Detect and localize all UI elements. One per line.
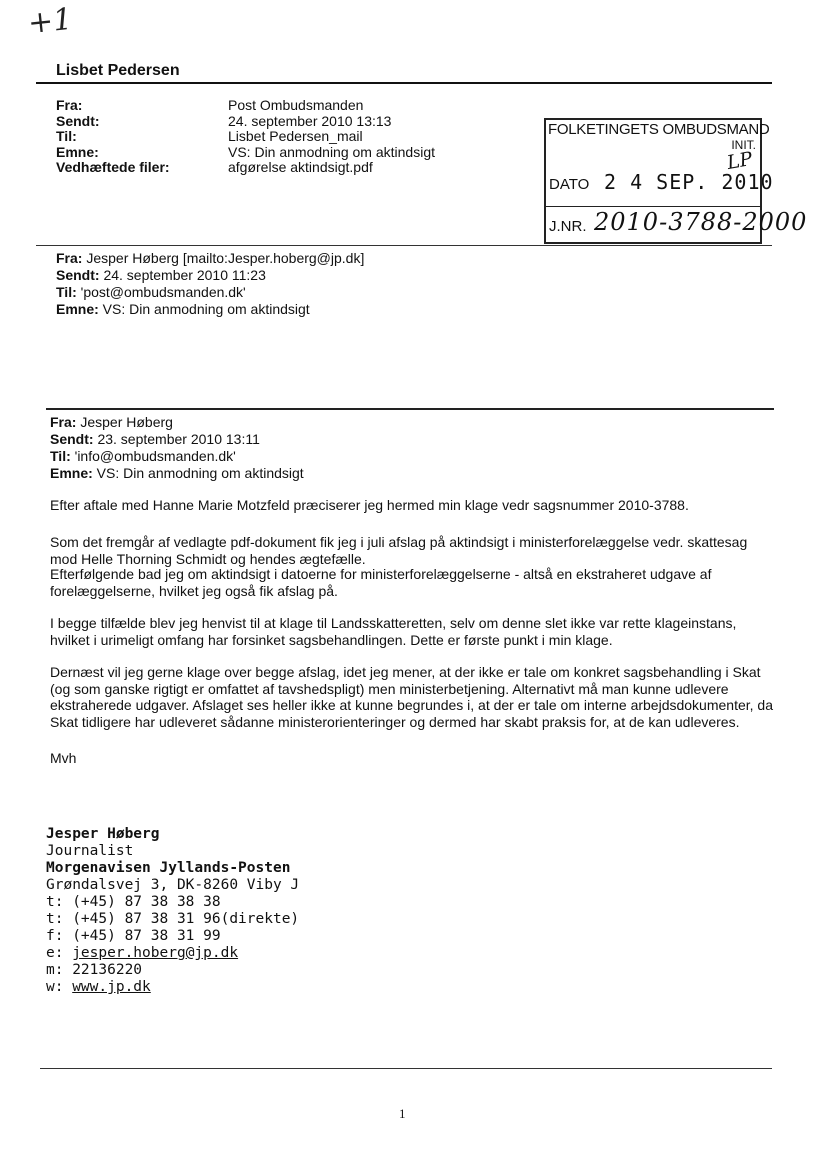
separator-line — [36, 245, 772, 246]
forward-from-line: Fra: Jesper Høberg — [50, 414, 173, 430]
owner-underline — [36, 82, 772, 84]
forward-subject-line: Emne: VS: Din anmodning om aktindsigt — [56, 301, 310, 317]
page-number: 1 — [399, 1106, 406, 1121]
signature-phone-direct: t: (+45) 87 38 31 96(direkte) — [46, 911, 300, 927]
forward-header-2 — [50, 414, 304, 482]
stamp-divider — [546, 206, 760, 207]
handwritten-page-mark: +1 — [26, 1, 74, 42]
signature-address: Grøndalsvej 3, DK-8260 Viby J — [46, 877, 300, 893]
stamp-init-label: INIT. — [731, 138, 756, 152]
stamp-initials: LP — [724, 147, 754, 175]
outer-header-values — [228, 98, 435, 176]
body-paragraph: I begge tilfælde blev jeg henvist til at klage til Landsskatteretten, selv om denne slet ikke var rette klageinstans, hvilket i urimeligt omfang har forsinket sagsbehandlingen. Dette er første punkt i min klage. — [50, 615, 737, 648]
forward-sent-line: Sendt: 24. september 2010 11:23 — [56, 267, 266, 283]
body-paragraph: Efterfølgende bad jeg om aktindsigt i datoerne for ministerforelæggelserne - altså en ekstraheret udgave af forelæggelserne, hvilket jeg også fik afslag på. — [50, 566, 712, 599]
header-label-subject: Emne: — [56, 143, 99, 160]
closing-greeting: Mvh — [50, 750, 77, 766]
signature-web-line: w: www.jp.dk — [46, 979, 151, 995]
stamp-journal-label: J.NR. — [549, 218, 587, 235]
header-value-to: Lisbet Pedersen_mail — [228, 128, 363, 144]
header-value-subject: VS: Din anmodning om aktindsigt — [228, 143, 435, 160]
receipt-stamp — [544, 118, 808, 244]
body-paragraph: Som det fremgår af vedlagte pdf-dokument fik jeg i juli afslag på aktindsigt i ministerforelæggelse vedr. skattesag mod Helle Thorning Schmidt og hendes ægtefælle. — [50, 534, 748, 567]
stamp-title: FOLKETINGETS OMBUDSMAND — [548, 121, 770, 138]
signature-name: Jesper Høberg — [46, 826, 160, 842]
signature-title: Journalist — [46, 843, 134, 859]
stamp-date-label: DATO — [549, 176, 590, 193]
email-link[interactable]: jesper.hoberg@jp.dk — [72, 945, 239, 961]
email-signature — [46, 826, 299, 996]
header-label-to: Til: — [56, 128, 77, 144]
header-label-from: Fra: — [56, 97, 83, 113]
website-link[interactable]: www.jp.dk — [72, 979, 151, 995]
forward-sent-line: Sendt: 23. september 2010 13:11 — [50, 431, 260, 447]
outer-header-labels — [56, 98, 170, 176]
signature-email-line: e: jesper.hoberg@jp.dk — [46, 945, 239, 961]
forward-subject-line: Emne: VS: Din anmodning om aktindsigt — [50, 465, 304, 481]
stamp-journal-number: 2010-3788-2000 — [594, 208, 808, 236]
forward-to-line: Til: 'info@ombudsmanden.dk' — [50, 448, 236, 464]
signature-phone: t: (+45) 87 38 38 38 — [46, 894, 221, 910]
forward-to-line: Til: 'post@ombudsmanden.dk' — [56, 284, 246, 300]
forward-from-line: Fra: Jesper Høberg [mailto:Jesper.hoberg@jp.dk] — [56, 250, 365, 266]
signature-fax: f: (+45) 87 38 31 99 — [46, 928, 221, 944]
separator-line — [46, 408, 774, 410]
body-paragraph: Efter aftale med Hanne Marie Motzfeld præciserer jeg hermed min klage vedr sagsnummer 2010-3788. — [50, 497, 689, 513]
stamp-date-value: 2 4 SEP. 2010 — [604, 170, 774, 194]
header-label-attachments: Vedhæftede filer: — [56, 159, 170, 175]
signature-mobile: m: 22136220 — [46, 962, 143, 978]
header-label-sent: Sendt: — [56, 112, 100, 129]
mailbox-owner-name: Lisbet Pedersen — [56, 62, 180, 79]
header-value-sent: 24. september 2010 13:13 — [228, 112, 392, 129]
separator-line — [40, 1068, 772, 1069]
header-value-from: Post Ombudsmanden — [228, 97, 364, 113]
header-value-attachment[interactable]: afgørelse aktindsigt.pdf — [228, 159, 373, 175]
body-paragraph: Dernæst vil jeg gerne klage over begge afslag, idet jeg mener, at der ikke er tale om konkret sagsbehandling i Skat (og som ganske rigtigt er omfattet af tavshedspligt) men ministerbetjening. Alternativt må man kunne udlevere ekstraherede udgaver. Afslaget ses heller ikke at kunne begrundes i, at der er tale om interne arbejdsdokumenter, da Skat tidligere har udleveret sådanne ministerorienteringer og dermed har skabt praksis for, at de kan udleveres. — [50, 664, 773, 730]
signature-company: Morgenavisen Jyllands-Posten — [46, 860, 291, 876]
forward-header-1 — [56, 250, 364, 318]
